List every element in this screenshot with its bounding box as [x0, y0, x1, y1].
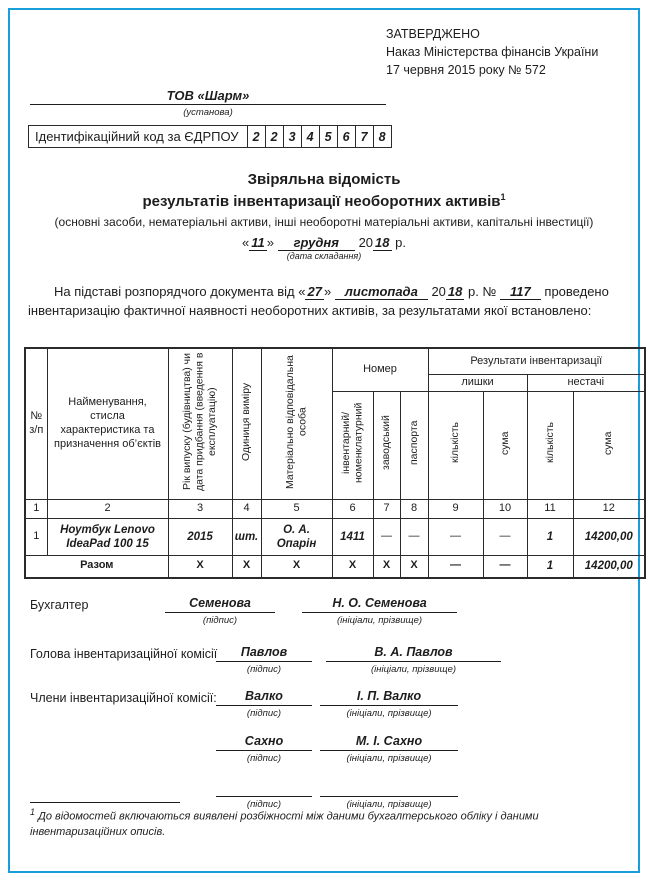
total-row: [25, 556, 645, 578]
page-subtitle: (основні засоби, нематеріальні активи, інші необоротні матеріальні активи, капітальні інвестиції): [54, 214, 594, 229]
data-cell-qty-shortage: 1: [527, 519, 573, 556]
data-cell-unit: шт.: [232, 519, 261, 556]
header-col-name: Найменування, стисла характеристика та призначення об’єктів: [47, 348, 168, 500]
organization-name: ТОВ «Шарм»: [30, 88, 386, 105]
total-cell: 14200,00: [573, 556, 645, 578]
signature-role-label: Голова інвентаризаційної комісії: [30, 646, 218, 661]
col-number-cell: 11: [527, 500, 573, 519]
header-group-results: Результати інвентаризації: [428, 348, 645, 375]
col-number-cell: 6: [332, 500, 373, 519]
header-col-sum-surplus: сума: [483, 392, 527, 500]
header-col-qty-surplus: кількість: [428, 392, 483, 500]
signature-name-value: І. П. Валко: [320, 689, 458, 706]
order-number-value: 117: [500, 284, 541, 300]
edrpou-digit-cell: 6: [337, 125, 356, 148]
signature-name-caption: (ініціали, прізвище): [346, 798, 432, 810]
header-group-surplus: лишки: [428, 375, 527, 392]
col-number-cell: 12: [573, 500, 645, 519]
header-col-factory: заводський: [373, 392, 400, 500]
signature-name-caption: (ініціали, прізвище): [346, 752, 432, 764]
organization-caption: (установа): [183, 107, 233, 119]
signature-value: Валко: [216, 689, 312, 706]
signature-value: Семенова: [165, 596, 275, 613]
data-cell-factory-no: —: [373, 519, 400, 556]
signature-value: Сахно: [216, 734, 312, 751]
data-cell-inventory-no: 1411: [332, 519, 373, 556]
data-cell-passport-no: —: [400, 519, 428, 556]
col-number-cell: 1: [25, 500, 47, 519]
page-content: [20, 20, 633, 861]
total-cell: —: [483, 556, 527, 578]
signature-name-column: [320, 734, 458, 764]
signature-name-caption: (ініціали, прізвище): [370, 663, 457, 675]
intro-paragraph: На підставі розпорядчого документа від « 27 » листопада 20 18 р. № 117 проведено інвентаризацію фактичної наявності необоротних активів, за результатами якої встановлено:: [28, 283, 609, 319]
header-col-year: Рік випуску (будівництва) чи дата придбання (введення в експлуатацію): [168, 348, 232, 500]
edrpou-digit-cell: 5: [319, 125, 338, 148]
signature-caption: (підпис): [202, 614, 238, 626]
date-month-value: грудня: [278, 235, 355, 251]
total-cell: X: [332, 556, 373, 578]
approved-line-2: Наказ Міністерства фінансів України: [386, 44, 599, 59]
approved-line-1: ЗАТВЕРДЖЕНО: [386, 27, 480, 41]
footnote-section: [30, 802, 618, 839]
edrpou-digit-cell: 2: [247, 125, 266, 148]
edrpou-digit-cell: 8: [373, 125, 392, 148]
date-caption: (дата складання): [286, 250, 362, 261]
date-year-value: 18: [375, 234, 390, 250]
data-cell-name: Ноутбук Lenovo IdeaPad 100 15: [47, 519, 168, 556]
order-month-value: листопада: [335, 284, 428, 300]
title-line-2: результатів інвентаризації необоротних активів$^1$: [142, 191, 506, 210]
signature-sign-column: [216, 734, 312, 764]
total-cell: X: [232, 556, 261, 578]
total-cell: X: [373, 556, 400, 578]
total-cell: X: [261, 556, 332, 578]
edrpou-digit-cell: 7: [355, 125, 374, 148]
signature-name-blank-line: [320, 780, 458, 797]
col-number-cell: 3: [168, 500, 232, 519]
signature-sign-column: [216, 645, 312, 675]
signature-row-head: [20, 645, 628, 689]
signature-caption: (підпис): [246, 707, 282, 719]
order-year-value: 18: [447, 283, 463, 299]
order-day-value: 27: [307, 283, 322, 299]
signature-role-label: Бухгалтер: [30, 597, 89, 612]
col-number-cell: 10: [483, 500, 527, 519]
total-label: Разом: [25, 556, 168, 578]
header-col-sum-shortage: сума: [573, 392, 645, 500]
header-col-inventory: інвентарний/ номенклатурний: [332, 392, 373, 500]
approved-line-3: 17 червня 2015 року № 572: [386, 62, 546, 77]
edrpou-digit-cell: 2: [265, 125, 284, 148]
header-col-passport: паспорта: [400, 392, 428, 500]
compilation-date-line: « 11 » грудня 20 18 р.: [242, 234, 406, 250]
title-line-1: Звіряльна відомість: [247, 171, 401, 189]
signature-sign-column: [165, 596, 275, 626]
table-row: [25, 519, 645, 556]
total-cell: 1: [527, 556, 573, 578]
signature-caption: (підпис): [246, 663, 282, 675]
signature-name-column: [302, 596, 457, 626]
approval-block: [386, 26, 628, 79]
signature-row-member: [20, 734, 628, 778]
signature-name-caption: (ініціали, прізвище): [336, 614, 423, 626]
signature-role-label: Члени інвентаризаційної комісії:: [30, 690, 217, 705]
col-number-cell: 4: [232, 500, 261, 519]
signature-name-value: Н. О. Семенова: [302, 596, 457, 613]
header-col-person: Матеріально відповідальна особа: [261, 348, 332, 500]
page-title: [20, 170, 628, 212]
data-cell-year: 2015: [168, 519, 232, 556]
signature-name-value: В. А. Павлов: [326, 645, 501, 662]
page-frame: [8, 8, 640, 873]
header-col-unit: Одиниця виміру: [232, 348, 261, 500]
signature-row-accountant: [20, 596, 628, 640]
footnote-divider: [30, 802, 180, 803]
total-cell: X: [168, 556, 232, 578]
signature-blank-line: [216, 780, 312, 797]
signature-caption: (підпис): [246, 752, 282, 764]
total-cell: —: [428, 556, 483, 578]
header-group-number: Номер: [332, 348, 428, 392]
date-day-value: 11: [251, 234, 265, 250]
signature-name-column: [320, 689, 458, 719]
data-cell-sum-shortage: 14200,00: [573, 519, 645, 556]
edrpou-digit-cell: 3: [283, 125, 302, 148]
signature-sign-column: [216, 689, 312, 719]
header-col-no: № з/п: [25, 348, 47, 500]
edrpou-row: [28, 125, 628, 148]
footnote-text: $^1$ До відомостей включаються виявлені розбіжності між даними бухгалтерського обліку і даними інвентаризаційних описів.: [30, 807, 539, 838]
signatures-section: [20, 596, 628, 824]
data-cell-qty-surplus: —: [428, 519, 483, 556]
col-number-cell: 8: [400, 500, 428, 519]
signature-caption: (підпис): [246, 798, 282, 810]
signature-name-caption: (ініціали, прізвище): [346, 707, 432, 719]
data-cell-no: 1: [25, 519, 47, 556]
signature-name-value: М. І. Сахно: [320, 734, 458, 751]
data-cell-sum-surplus: —: [483, 519, 527, 556]
signature-row-member: [20, 689, 628, 733]
header-col-qty-shortage: кількість: [527, 392, 573, 500]
title-footnote-mark: 1: [500, 191, 506, 202]
col-number-cell: 5: [261, 500, 332, 519]
edrpou-digit-cell: 4: [301, 125, 320, 148]
signature-value: Павлов: [216, 645, 312, 662]
edrpou-label: Ідентифікаційний код за ЄДРПОУ: [28, 125, 248, 148]
organization-block: [30, 88, 386, 118]
header-group-shortage: нестачі: [527, 375, 645, 392]
col-number-cell: 9: [428, 500, 483, 519]
total-cell: X: [400, 556, 428, 578]
data-cell-person: О. А. Опарін: [261, 519, 332, 556]
col-number-cell: 7: [373, 500, 400, 519]
footnote-mark: 1: [30, 807, 36, 817]
signature-name-column: [326, 645, 501, 675]
inventory-table: [24, 347, 646, 579]
col-number-cell: 2: [47, 500, 168, 519]
column-number-row: [25, 500, 645, 519]
